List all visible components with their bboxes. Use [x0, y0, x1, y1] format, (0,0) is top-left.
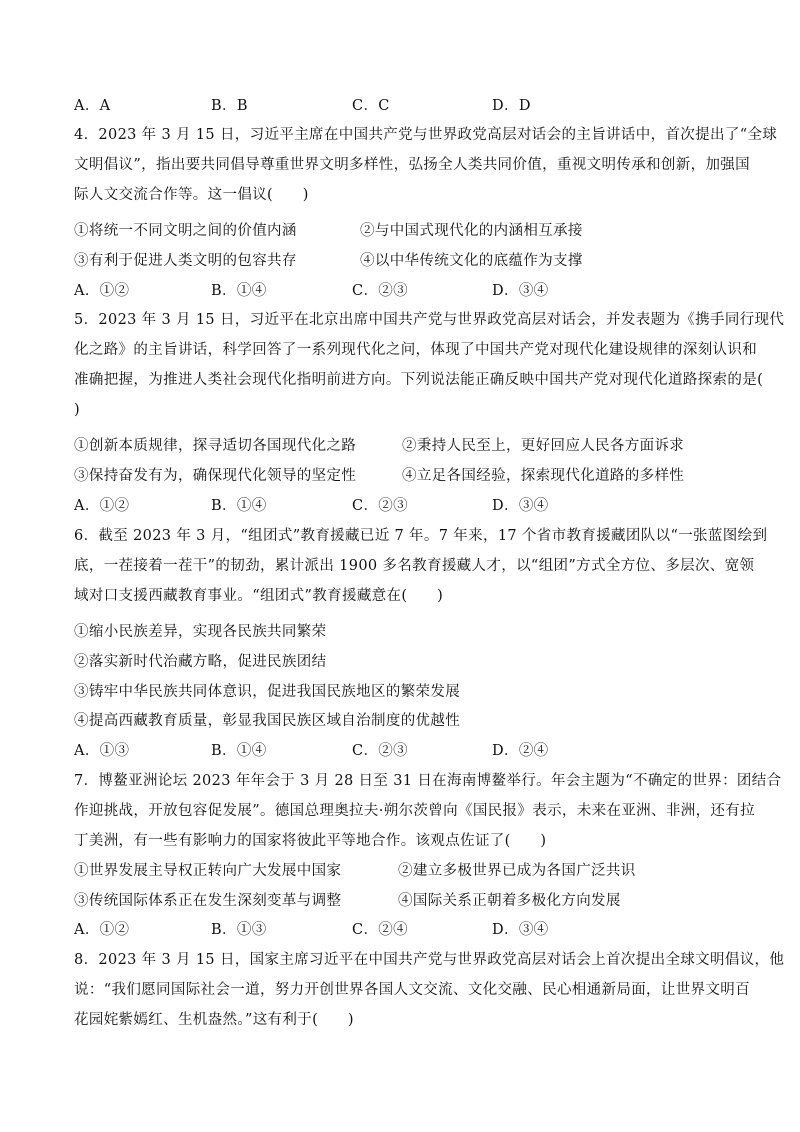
option-a: A．①②	[74, 498, 130, 514]
option-b: B．①③	[211, 922, 267, 938]
option-d: D．③④	[492, 283, 549, 299]
question-stem-line: 化之路》的主旨讲话，科学回答了一系列现代化之问，体现了中国共产党对现代化建设规律的深刻认识和	[74, 342, 758, 358]
statement-1: ①创新本质规律，探寻适切各国现代化之路	[74, 438, 357, 454]
option-a: A．①②	[74, 922, 130, 938]
question-stem-line: 丁美洲，有一些有影响力的国家将彼此平等地合作。该观点佐证了( )	[74, 833, 547, 849]
option-c: C．②③	[352, 283, 408, 299]
statement-4: ④国际关系正朝着多极化方向发展	[398, 893, 621, 909]
question-stem-line: 7．博鳌亚洲论坛 2023 年年会于 3 月 28 日至 31 日在海南博鳌举行。年会主题为“不确定的世界：团结合	[74, 773, 782, 789]
question-stem-line: 底，一茬接着一茬干”的韧劲，累计派出 1900 多名教育援藏人才，以“组团”方式全方位、多层次、宽领	[74, 558, 755, 574]
statement-4: ④提高西藏教育质量，彰显我国民族区域自治制度的优越性	[74, 713, 461, 729]
option-c: C．②③	[352, 743, 408, 759]
statement-3: ③保持奋发有为，确保现代化领导的坚定性	[74, 468, 357, 484]
option-c: C．C	[352, 98, 390, 114]
option-d: D．D	[492, 98, 531, 114]
question-stem-line: 准确把握，为推进人类社会现代化指明前进方向。下列说法能正确反映中国共产党对现代化道路探索的是(	[74, 372, 764, 388]
statement-2: ②建立多极世界已成为各国广泛共识	[398, 863, 636, 879]
question-stem-line: 际人文交流合作等。这一倡议( )	[74, 187, 309, 203]
question-stem-line: 说：“我们愿同国际社会一道，努力开创世界各国人文交流、文化交融、民心相通新局面，让世界文明百	[74, 982, 751, 998]
statement-3: ③铸牢中华民族共同体意识，促进我国民族地区的繁荣发展	[74, 684, 461, 700]
option-d: D．③④	[492, 498, 549, 514]
option-a: A．A	[74, 98, 111, 114]
statement-2: ②落实新时代治藏方略，促进民族团结	[74, 654, 327, 670]
question-stem-line: 域对口支援西藏教育事业。“组团式”教育援藏意在( )	[74, 588, 444, 604]
statement-2: ②秉持人民至上，更好回应人民各方面诉求	[402, 438, 685, 454]
statement-1: ①缩小民族差异，实现各民族共同繁荣	[74, 624, 327, 640]
question-stem-line: )	[74, 402, 81, 418]
question-stem-line: 8．2023 年 3 月 15 日，国家主席习近平在中国共产党与世界政党高层对话会上首次提出全球文明倡议，他	[74, 952, 785, 968]
statement-3: ③有利于促进人类文明的包容共存	[74, 253, 297, 269]
option-d: D．②④	[492, 743, 549, 759]
option-b: B．①④	[211, 498, 267, 514]
option-b: B．①④	[211, 283, 267, 299]
option-d: D．③④	[492, 922, 549, 938]
question-stem-line: 花园姹紫嫣红、生机盎然。”这有利于( )	[74, 1012, 354, 1028]
option-c: C．②③	[352, 498, 408, 514]
option-b: B．B	[211, 98, 248, 114]
question-stem-line: 5．2023 年 3 月 15 日，习近平在北京出席中国共产党与世界政党高层对话会，并发表题为《携手同行现代	[74, 312, 785, 328]
option-c: C．②④	[352, 922, 408, 938]
statement-2: ②与中国式现代化的内涵相互承接	[360, 223, 583, 239]
option-a: A．①③	[74, 743, 130, 759]
statement-1: ①世界发展主导权正转向广大发展中国家	[74, 863, 342, 879]
question-stem-line: 6．截至 2023 年 3 月，“组团式”教育援藏已近 7 年。7 年来，17 个省市教育援藏团队以“一张蓝图绘到	[74, 528, 768, 544]
statement-3: ③传统国际体系正在发生深刻变革与调整	[74, 893, 342, 909]
option-b: B．①④	[211, 743, 267, 759]
statement-1: ①将统一不同文明之间的价值内涵	[74, 223, 297, 239]
question-stem-line: 作迎挑战，开放包容促发展”。德国总理奥拉夫·朔尔茨曾向《国民报》表示，未来在亚洲、非洲，还有拉	[74, 803, 755, 819]
question-stem-line: 4．2023 年 3 月 15 日，习近平主席在中国共产党与世界政党高层对话会的主旨讲话中，首次提出了“全球	[74, 127, 778, 143]
statement-4: ④立足各国经验，探索现代化道路的多样性	[402, 468, 685, 484]
statement-4: ④以中华传统文化的底蕴作为支撑	[360, 253, 583, 269]
option-a: A．①②	[74, 283, 130, 299]
question-stem-line: 文明倡议”，指出要共同倡导尊重世界文明多样性，弘扬全人类共同价值，重视文明传承和创新，加强国	[74, 157, 751, 173]
